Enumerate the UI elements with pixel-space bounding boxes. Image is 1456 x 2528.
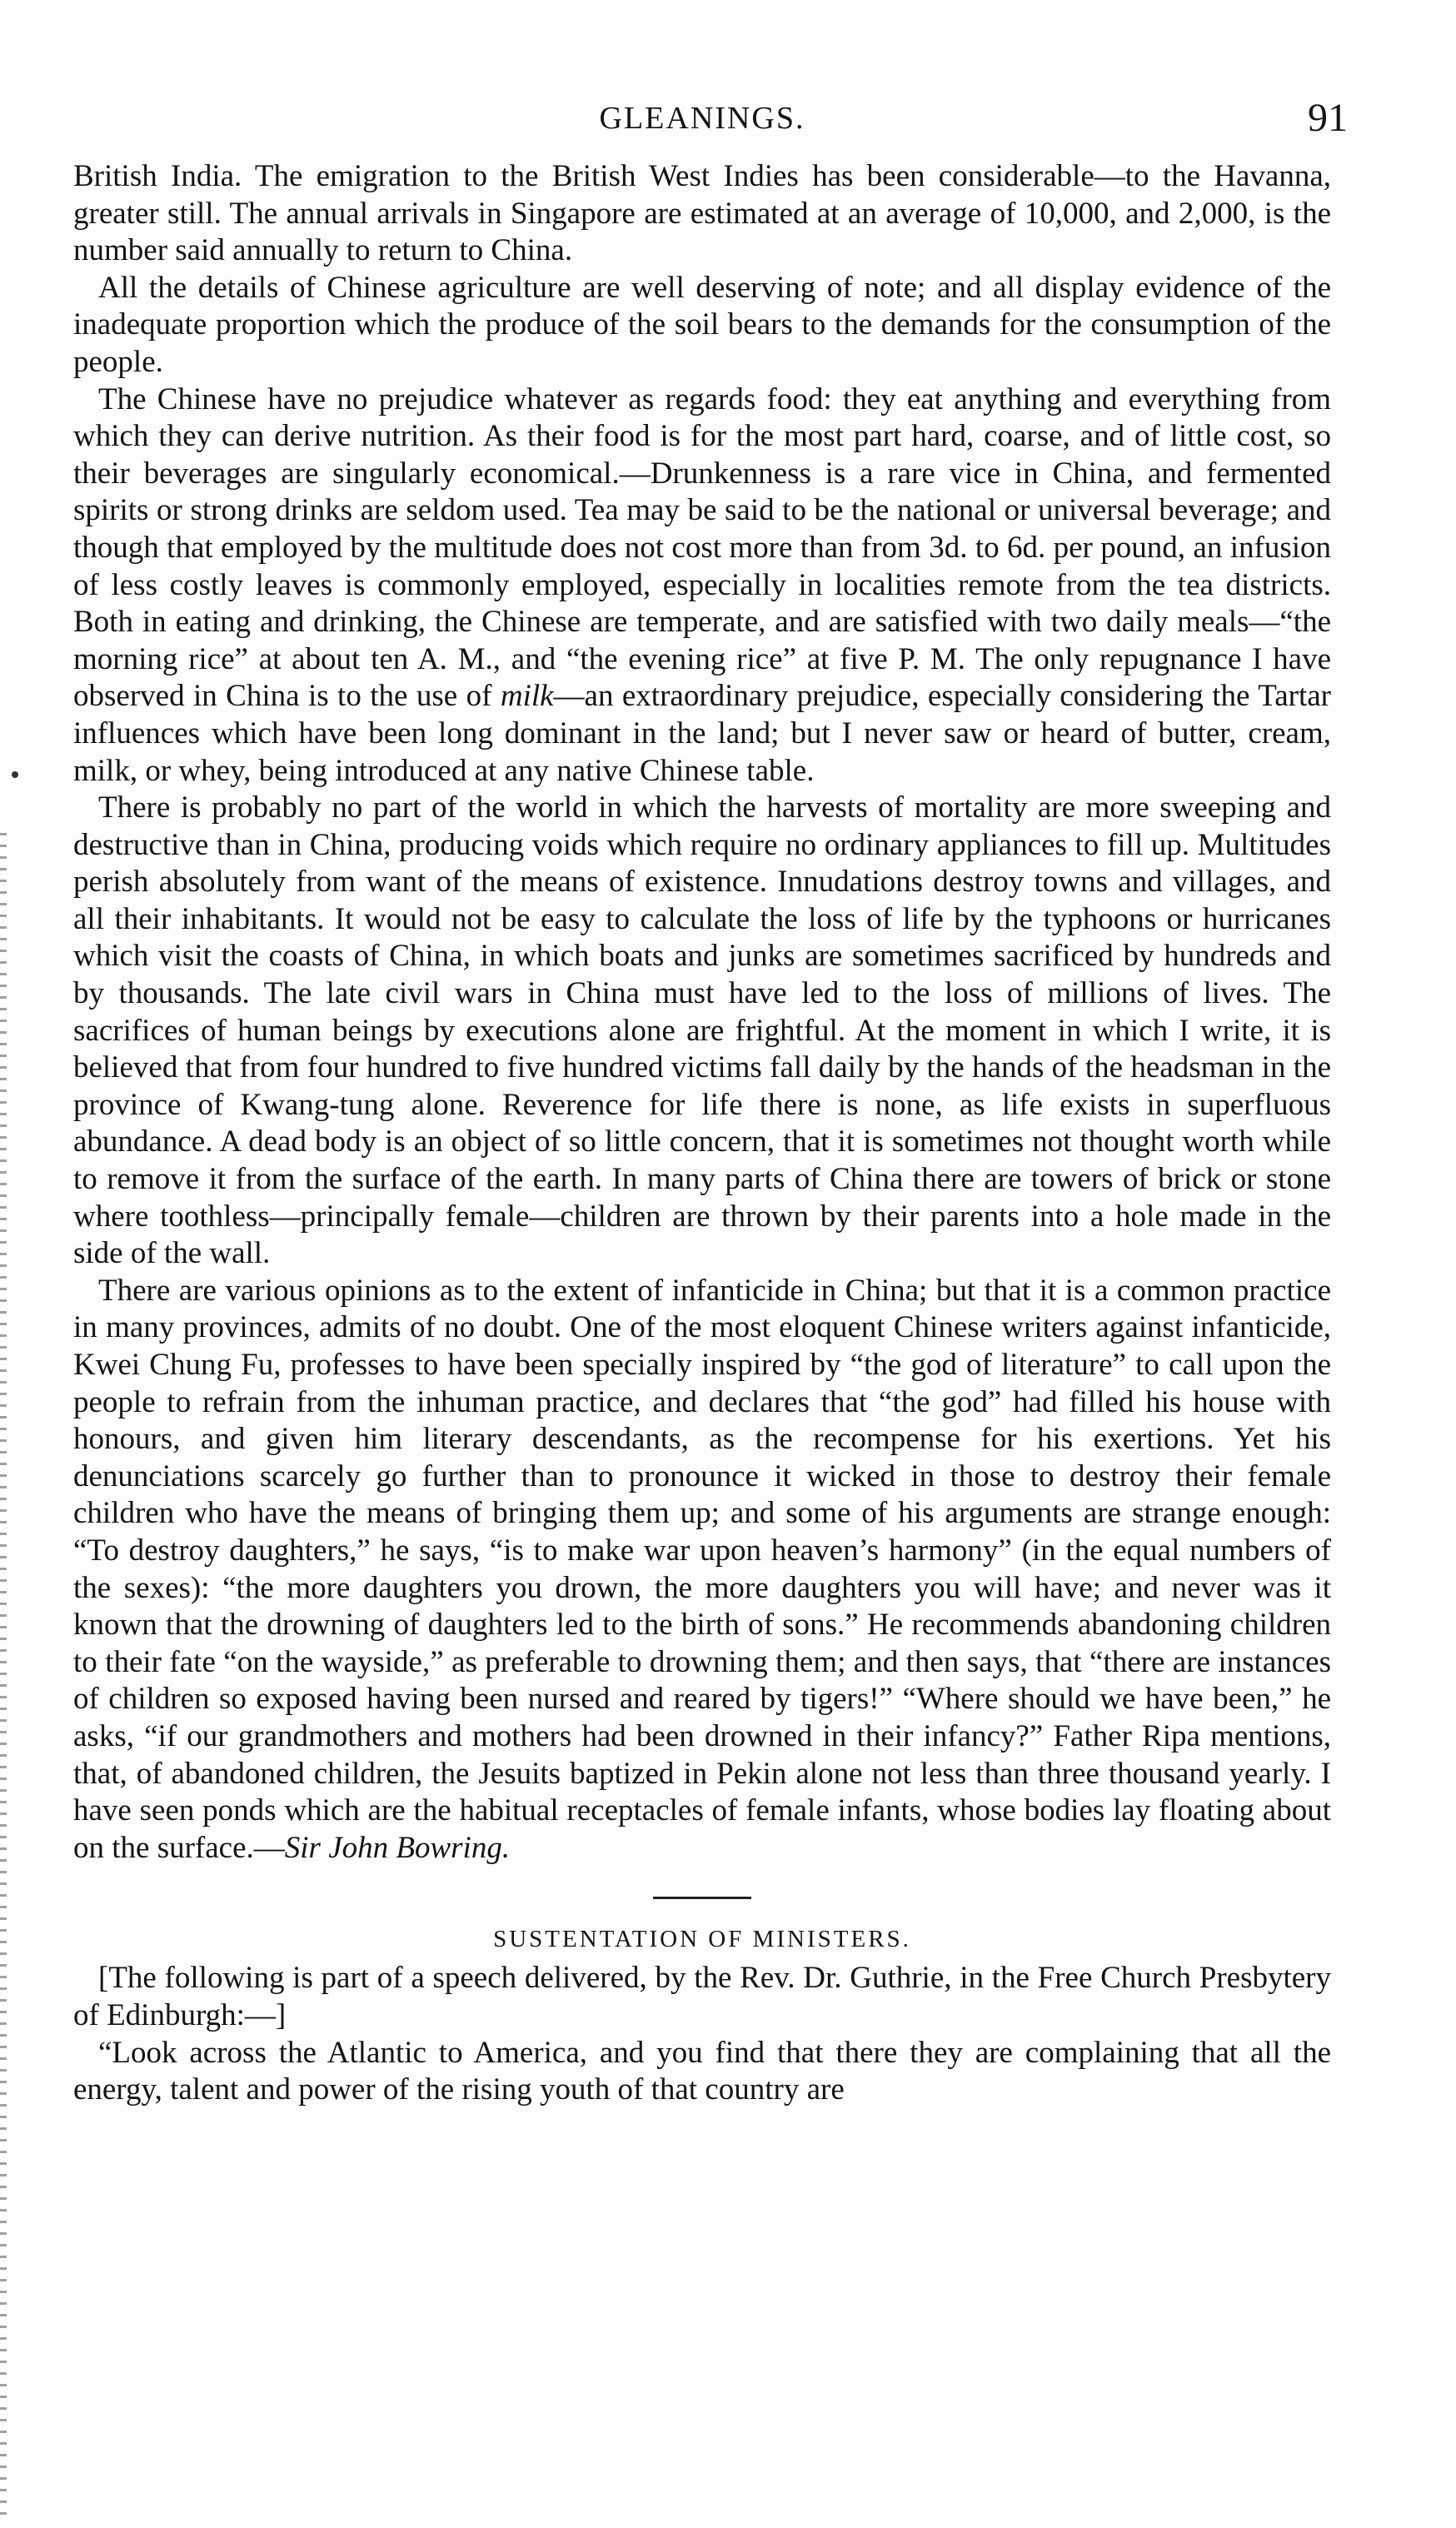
paragraph-4: There is probably no part of the world in which the harvests of mortality are more sweeping and destructive than in China, producing voids which require no ordinary appliances to fill up. Multitudes perish absolutely from want of the means of existence. Innudations destroy towns and villages, and all their inhabitants. It would not be easy to calculate the loss of life by the typhoons or hurricanes which visit the coasts of China, in which boats and junks are sometimes sacrificed by hundreds and by thousands. The late civil wars in China must have led to the loss of millions of lives. The sacrifices of human beings by executions alone are frightful. At the moment in which I write, it is believed that from four hundred to five hundred victims fall daily by the hands of the headsman in the province of Kwang-tung alone. Reverence for life there is none, as life exists in superfluous abundance. A dead body is an object of so little concern, that it is sometimes not thought worth while to remove it from the surface of the earth. In many parts of China there are towers of brick or stone where toothless—principally female—children are thrown by their parents into a hole made in the side of the wall. [73, 790, 1331, 1271]
paragraph-3-text-after: —an extraordinary prejudice, especially considering the Tartar influences which have been long dominant in the land; but I never saw or heard of butter, cream, milk, or whey, being introduced at any native Chinese table. [73, 679, 1332, 788]
section-heading: SUSTENTATION OF MINISTERS. [493, 1926, 911, 1953]
section-divider [653, 1897, 751, 1899]
author-signature: Sir John Bowring. [284, 1830, 511, 1865]
article-body [73, 158, 1331, 2109]
paragraph-3 [73, 381, 1331, 790]
section-paragraph: “Look across the Atlantic to America, and you find that there they are complaining that all the energy, talent and power of the rising youth of that country are [73, 2035, 1331, 2107]
page [73, 96, 1348, 2499]
paragraph-3-emphasis: milk [500, 679, 554, 714]
paragraph-2: All the details of Chinese agriculture are well deserving of note; and all display evidence of the inadequate proportion which the produce of the soil bears to the demands for the consumption of the people. [73, 270, 1331, 379]
page-number: 91 [1308, 96, 1348, 140]
paragraph-5-text: There are various opinions as to the extent of infanticide in China; but that it is a common practice in many provinces, admits of no doubt. One of the most eloquent Chinese writers against infanticide, Kwei Chung Fu, professes to have been specially inspired by “the god of literature” to call upon the people to refrain from the inhuman practice, and declares that “the god” had filled his house with honours, and given him literary descendants, as the recompense for his exertions. Yet his denunciations scarcely go further than to pronounce it wicked in those to destroy their female children who have the means of bringing them up; and some of his arguments are strange enough: “To destroy daughters,” he says, “is to make war upon heaven’s harmony” (in the equal numbers of the sexes): “the more daughters you drown, the more daughters you will have; and never was it known that the drowning of daughters led to the birth of sons.” He recommends abandoning children to their fate “on the wayside,” as preferable to drowning them; and then says, that “there are instances of children so exposed having been nursed and reared by tigers!” “Where should we have been,” he asks, “if our grandmothers and mothers had been drowned in their infancy?” Father Ripa mentions, that, of abandoned children, the Jesuits baptized in Pekin alone not less than three thousand yearly. I have seen ponds which are the habitual receptacles of female infants, whose bodies lay floating about on the surface.— [73, 1273, 1331, 1865]
section-intro: [The following is part of a speech delivered, by the Rev. Dr. Guthrie, in the Free Church Presbytery of Edinburgh:—] [73, 1961, 1331, 2032]
paragraph-3-text-before: The Chinese have no prejudice whatever as regards food: they eat anything and everything from which they can derive nutrition. As their food is for the most part hard, coarse, and of little cost, so their beverages are singularly economical.—Drunkenness is a rare vice in China, and fermented spirits or strong drinks are seldom used. Tea may be said to be the national or universal beverage; and though that employed by the multitude does not cost more than from 3d. to 6d. per pound, an infusion of less costly leaves is commonly employed, especially in localities remote from the tea districts. Both in eating and drinking, the Chinese are temperate, and are satisfied with two daily meals—“the morning rice” at about ten A. M., and “the evening rice” at five P. M. The only repugnance I have observed in China is to the use of [73, 381, 1331, 714]
running-head [73, 96, 1348, 158]
binding-edge-marks [0, 833, 7, 2524]
running-title: GLEANINGS. [599, 101, 805, 136]
margin-dot [12, 771, 18, 778]
paragraph-5 [73, 1273, 1331, 1867]
paragraph-1: British India. The emigration to the British West Indies has been considerable—to the Havanna, greater still. The annual arrivals in Singapore are estimated at an average of 10,000, and 2,000, is the number said annually to return to China. [73, 159, 1331, 268]
